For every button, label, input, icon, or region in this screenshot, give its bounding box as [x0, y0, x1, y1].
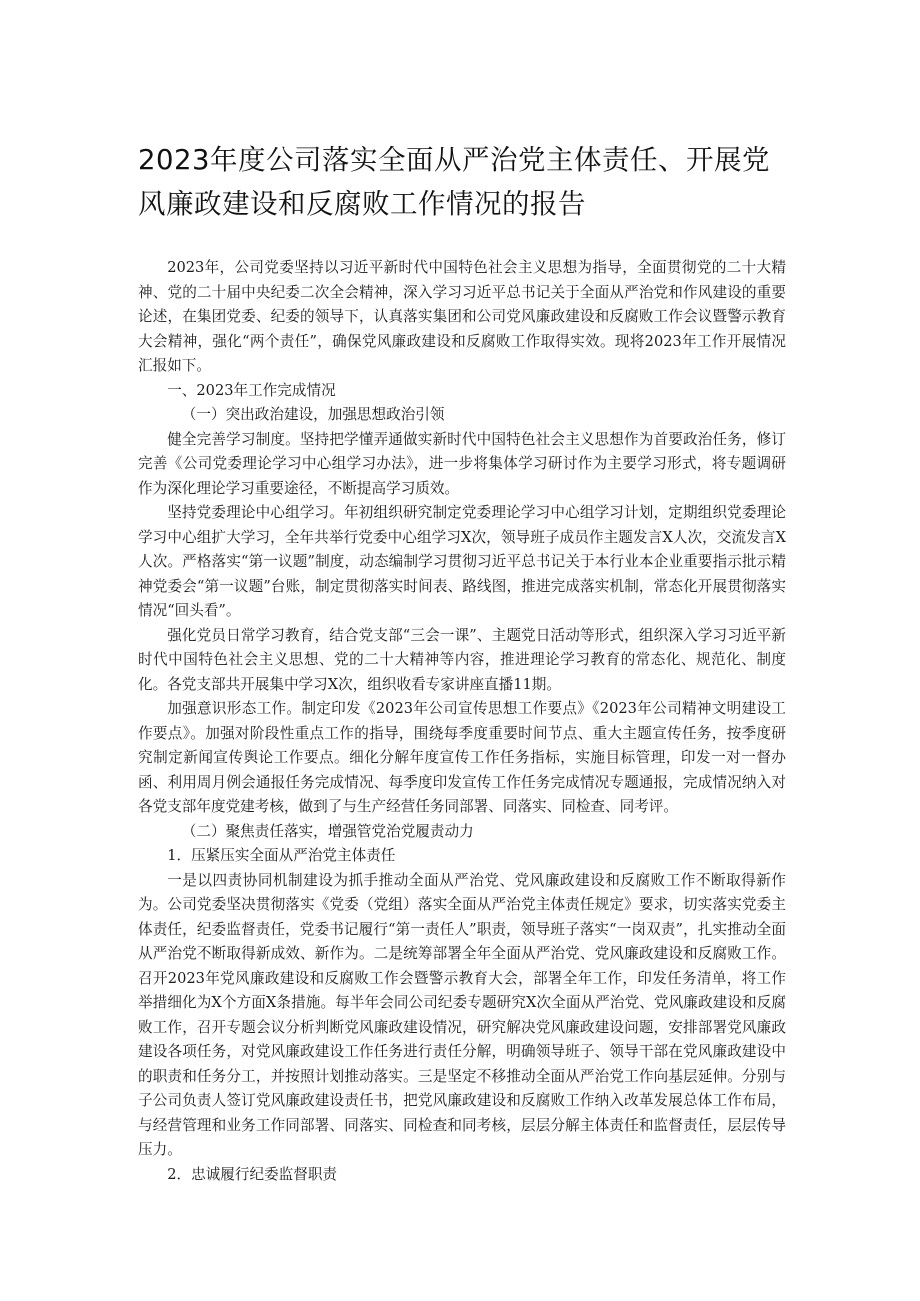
document-page: [138, 138, 786, 1187]
paragraph-ideology: 加强意识形态工作。制定印发《2023年公司宣传思想工作要点》《2023年公司精神文明建设工作要点》。加强对阶段性重点工作的指导，围绕每季度重要时间节点、重大主题宣传任务，按季度研究制定新闻宣传舆论工作要点。细化分解年度宣传工作任务指标，实施目标管理，印发一对一督办函、利用周月例会通报任务完成情况、每季度印发宣传工作任务完成情况专题通报，完成情况纳入对各党支部年度党建考核，做到了与生产经营任务同部署、同落实、同检查、同考评。: [138, 700, 786, 815]
subsection-heading-1: （一）突出政治建设，加强思想政治引领: [181, 406, 445, 423]
section-heading-1: 一、2023年工作完成情况: [167, 381, 336, 399]
intro-paragraph: 2023年，公司党委坚持以习近平新时代中国特色社会主义思想为指导，全面贯彻党的二十大精神、党的二十届中央纪委二次全会精神，深入学习习近平总书记关于全面从严治党和作风建设的重要论述，在集团党委、纪委的领导下，认真落实集团和公司党风廉政建设和反腐败工作会议暨警示教育大会精神，强化“两个责任”，确保党风廉政建设和反腐败工作取得实效。现将2023年工作开展情况汇报如下。: [138, 259, 786, 374]
document-body: [138, 256, 786, 1187]
paragraph-daily-study: 强化党员日常学习教育，结合党支部“三会一课”、主题党日活动等形式，组织深入学习习近平新时代中国特色社会主义思想、党的二十大精神等内容，推进理论学习教育的常态化、规范化、制度化。各党支部共开展集中学习X次，组织收看专家讲座直播11期。: [138, 626, 786, 693]
subsection-heading-2: （二）聚焦责任落实，增强管党治党履责动力: [181, 822, 474, 840]
document-title: 2023年度公司落实全面从严治党主体责任、开展党风廉政建设和反腐败工作情况的报告: [138, 144, 770, 220]
paragraph-study-system: 健全完善学习制度。坚持把学懂弄通做实新时代中国特色社会主义思想作为首要政治任务，修订完善《公司党委理论学习中心组学习办法》，进一步将集体学习研讨作为主要学习形式，将专题调研作为深化理论学习重要途径，不断提高学习质效。: [138, 430, 786, 497]
paragraph-center-group: 坚持党委理论中心组学习。年初组织研究制定党委理论学习中心组学习计划，定期组织党委理论学习中心组扩大学习，全年共举行党委中心组学习X次，领导班子成员作主题发言X人次，交流发言X人次。严格落实“第一议题”制度，动态编制学习贯彻习近平总书记关于本行业本企业重要指示批示精神党委会“第一议题”台账，制定贯彻落实时间表、路线图，推进完成落实机制，常态化开展贯彻落实情况“回头看”。: [138, 504, 786, 619]
item-heading-1: 1．压紧压实全面从严治党主体责任: [167, 847, 396, 864]
item-heading-2: 2．忠诚履行纪委监督职责: [167, 1165, 338, 1183]
paragraph-responsibility: 一是以四责协同机制建设为抓手推动全面从严治党、党风廉政建设和反腐败工作不断取得新作为。公司党委坚决贯彻落实《党委（党组）落实全面从严治党主体责任规定》要求，切实落实党委主体责任，纪委监督责任，党委书记履行“第一责任人”职责，领导班子落实“一岗双责”，扎实推动全面从严治党不断取得新成效、新作为。二是统筹部署全年全面从严治党、党风廉政建设和反腐败工作。召开2023年党风廉政建设和反腐败工作会暨警示教育大会，部署全年工作，印发任务清单，将工作举措细化为X个方面X条措施。每半年会同公司纪委专题研究X次全面从严治党、党风廉政建设和反腐败工作，召开专题会议分析判断党风廉政建设情况，研究解决党风廉政建设问题，安排部署党风廉政建设各项任务，对党风廉政建设工作任务进行责任分解，明确领导班子、领导干部在党风廉政建设中的职责和任务分工，并按照计划推动落实。三是坚定不移推动全面从严治党工作向基层延伸。分别与子公司负责人签订党风廉政建设责任书，把党风廉政建设和反腐败工作纳入改革发展总体工作布局，与经营管理和业务工作同部署、同落实、同检查和同考核，层层分解主体责任和监督责任，层层传导压力。: [138, 871, 786, 1158]
